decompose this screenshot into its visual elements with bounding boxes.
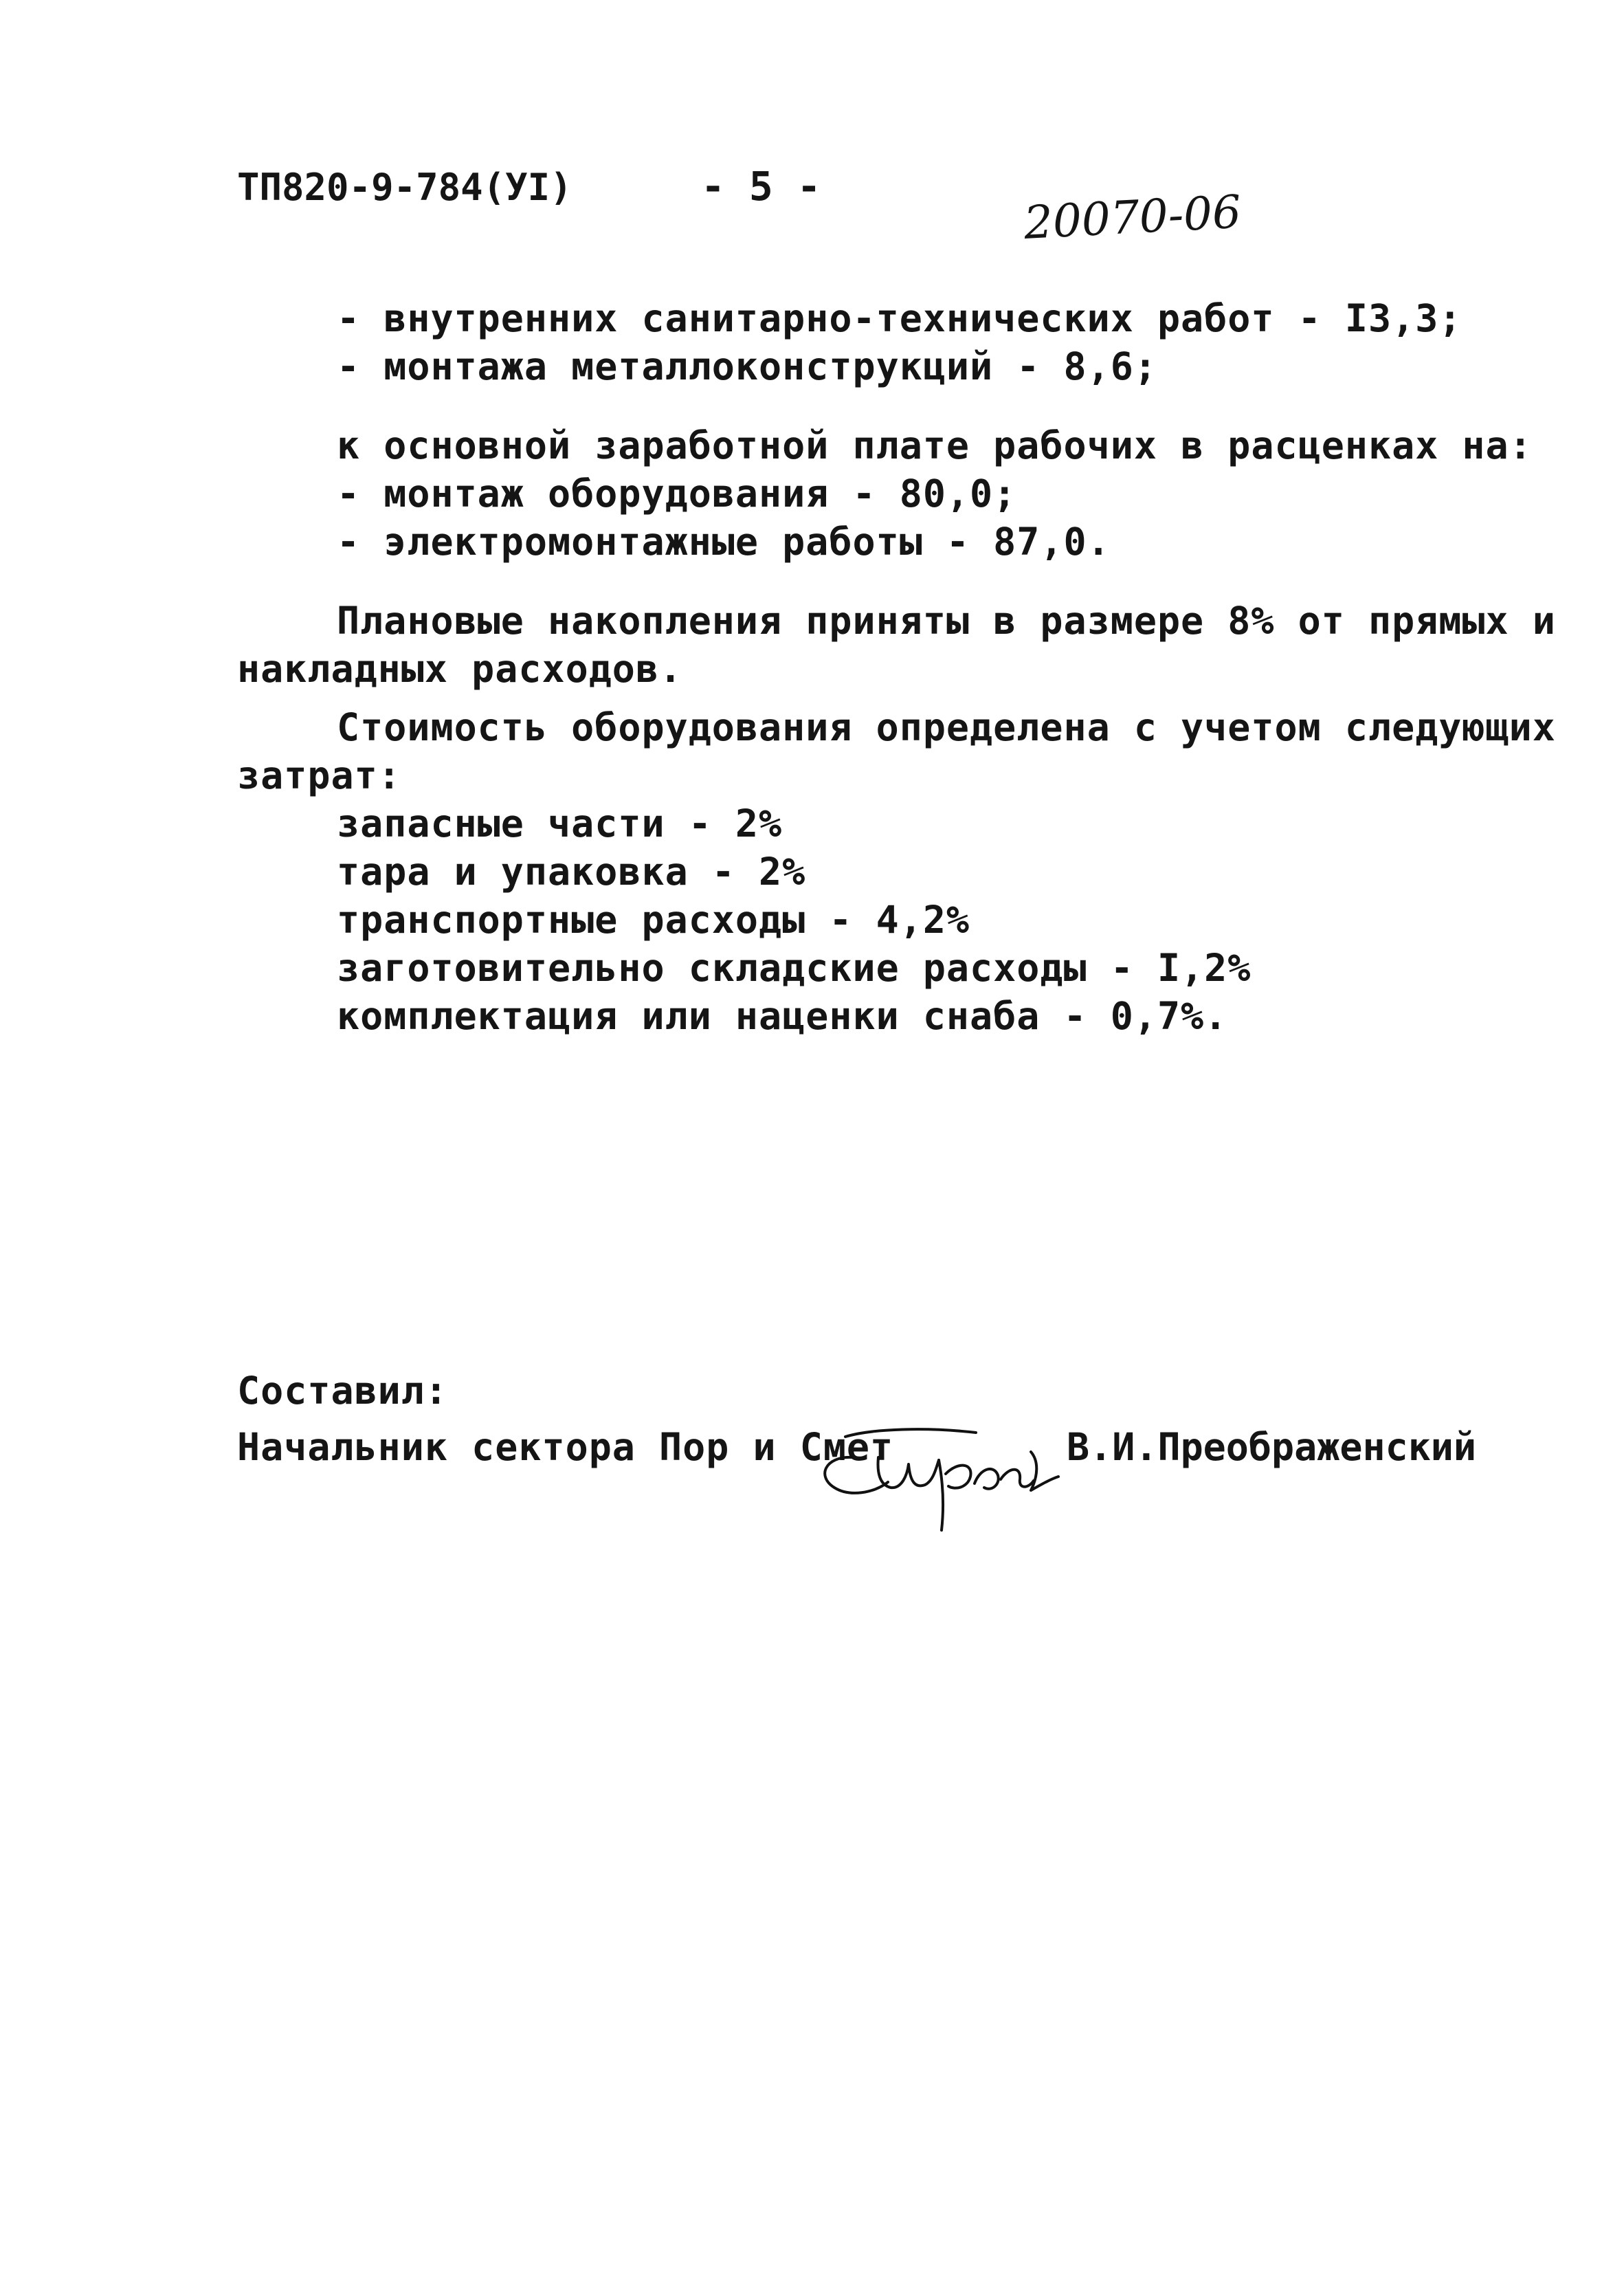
body-line: - электромонтажные работы - 87,0. xyxy=(337,520,1111,564)
handwritten-signature xyxy=(811,1416,1086,1540)
list-item: тара и упаковка - 2% xyxy=(337,850,806,894)
signer-position: Начальник сектора Пор и Смет xyxy=(237,1425,894,1469)
page-number: - 5 - xyxy=(701,163,821,210)
signer-name: В.И.Преображенский xyxy=(1067,1425,1477,1469)
list-item: транспортные расходы - 4,2% xyxy=(337,898,970,942)
list-item: заготовительно складские расходы - I,2% xyxy=(337,946,1252,990)
list-item: комплектация или наценки снаба - 0,7%. xyxy=(337,994,1228,1038)
document-code: ТП820-9-784(УI) xyxy=(237,166,572,209)
body-line: Плановые накопления приняты в размере 8% от прямых и xyxy=(337,599,1556,643)
body-line: накладных расходов. xyxy=(237,647,683,691)
body-line: - монтаж оборудования - 80,0; xyxy=(337,472,1017,516)
list-item: запасные части - 2% xyxy=(337,802,783,846)
body-line: - внутренних санитарно-технических работ - I3,3; xyxy=(337,296,1462,340)
body-line: затрат: xyxy=(237,753,401,797)
compiled-label: Составил: xyxy=(237,1369,449,1413)
body-line: к основной заработной плате рабочих в расценках на: xyxy=(337,423,1533,467)
body-line: - монтажа металлоконструкций - 8,6; xyxy=(337,344,1157,388)
body-line: Стоимость оборудования определена с учетом следующих xyxy=(337,705,1556,749)
handwritten-number: 20070-06 xyxy=(1022,185,1243,250)
